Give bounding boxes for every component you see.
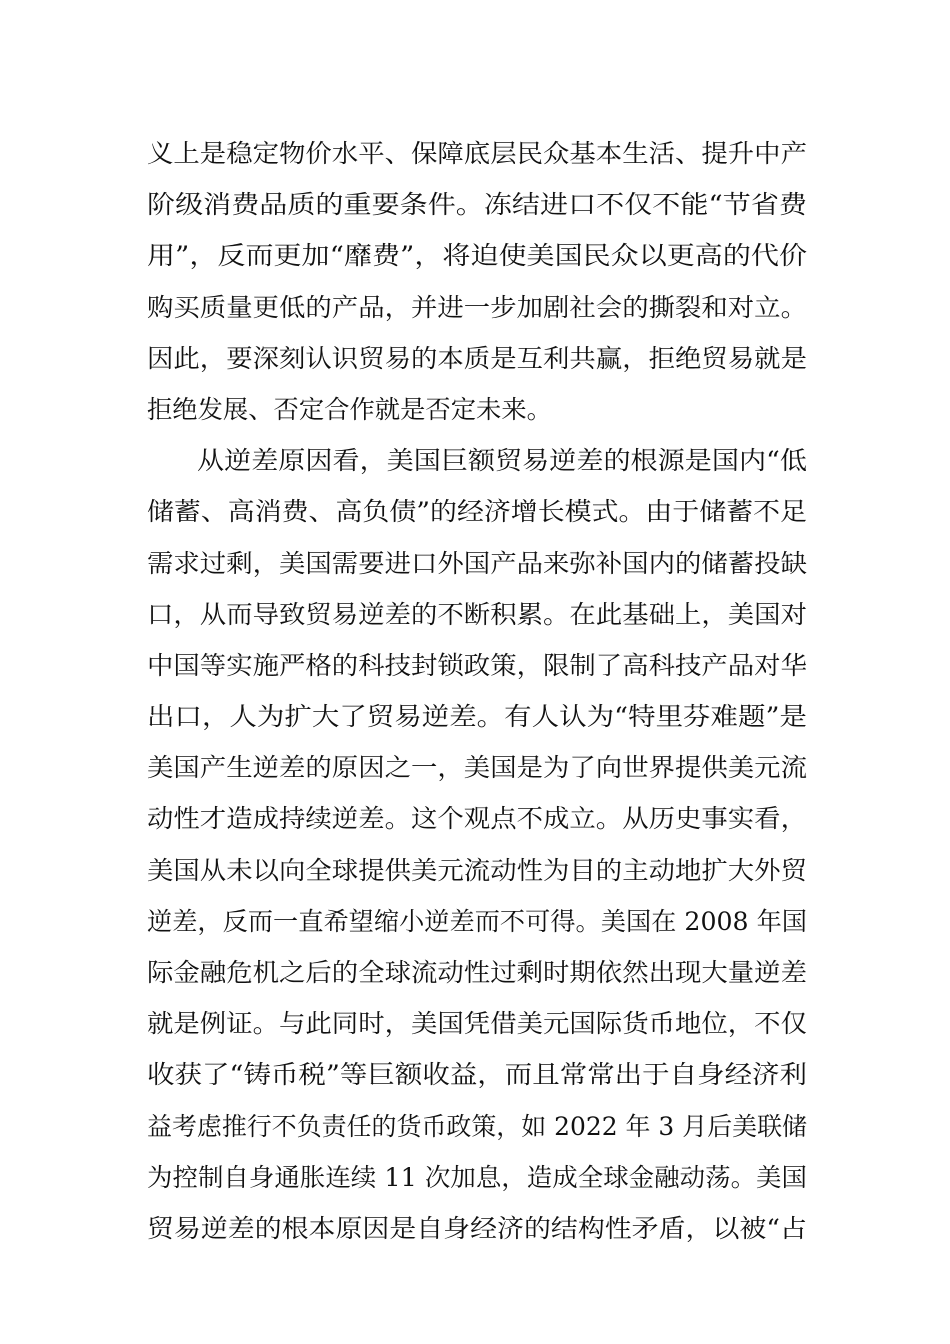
text-line: 就是例证。与此同时，美国凭借美元国际货币地位，不仅 <box>147 1009 807 1039</box>
text-line: 用”，反而更加“靡费”，将迫使美国民众以更高的代价 <box>147 241 807 271</box>
text-line: 美国从未以向全球提供美元流动性为目的主动地扩大外贸 <box>147 855 807 885</box>
text-line: 际金融危机之后的全球流动性过剩时期依然出现大量逆差 <box>147 958 807 987</box>
text-line: 因此，要深刻认识贸易的本质是互利共赢，拒绝贸易就是 <box>147 343 807 373</box>
paragraph-first-line: 从逆差原因看，美国巨额贸易逆差的根源是国内“低 <box>197 446 807 476</box>
text-line: 需求过剩，美国需要进口外国产品来弥补国内的储蓄投缺 <box>147 548 807 578</box>
text-line: 美国产生逆差的原因之一，美国是为了向世界提供美元流 <box>147 753 807 783</box>
text-line: 出口，人为扩大了贸易逆差。有人认为“特里芬难题”是 <box>147 702 807 732</box>
text-line: 拒绝发展、否定合作就是否定未来。 <box>147 394 552 424</box>
text-line: 储蓄、高消费、高负债”的经济增长模式。由于储蓄不足 <box>147 497 807 527</box>
text-line: 动性才造成持续逆差。这个观点不成立。从历史事实看， <box>147 804 807 834</box>
text-line: 为控制自身通胀连续 11 次加息，造成全球金融动荡。美国 <box>147 1162 808 1192</box>
text-line: 中国等实施严格的科技封锁政策，限制了高科技产品对华 <box>147 650 807 680</box>
text-line: 口，从而导致贸易逆差的不断积累。在此基础上，美国对 <box>147 599 807 629</box>
text-line: 购买质量更低的产品，并进一步加剧社会的撕裂和对立。 <box>147 292 807 322</box>
body-text <box>147 128 807 1254</box>
text-line: 贸易逆差的根本原因是自身经济的结构性矛盾，以被“占 <box>147 1213 807 1243</box>
text-line: 阶级消费品质的重要条件。冻结进口不仅不能“节省费 <box>147 190 807 220</box>
text-line: 益考虑推行不负责任的货币政策，如 2022 年 3 月后美联储 <box>147 1111 807 1141</box>
text-line: 逆差，反而一直希望缩小逆差而不可得。美国在 2008 年国 <box>147 906 807 936</box>
text-line: 收获了“铸币税”等巨额收益，而且常常出于自身经济利 <box>147 1060 807 1090</box>
text-line: 义上是稳定物价水平、保障底层民众基本生活、提升中产 <box>147 139 807 168</box>
